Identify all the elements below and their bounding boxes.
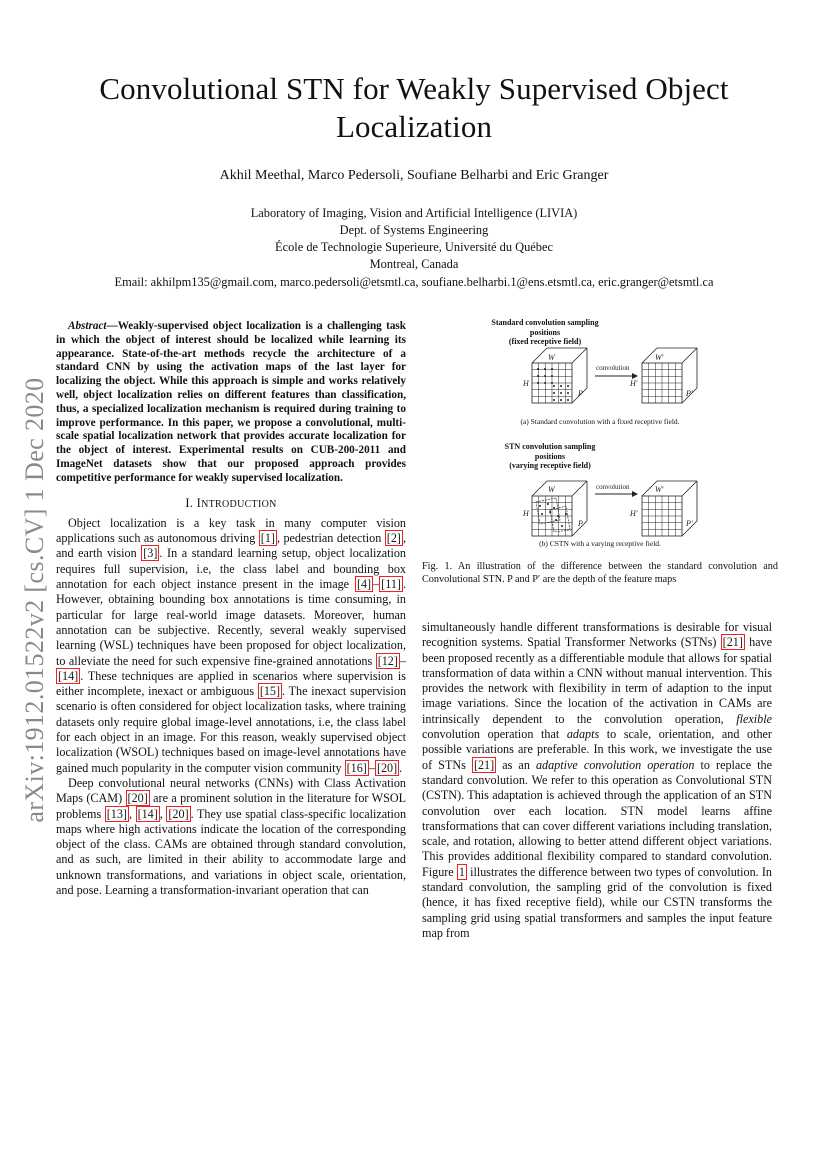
body-text: . They use spatial class-specific localization maps where high activations indicate the location of the corresponding object of the class. CAMs are obtained through standard convolution, and as such, are limited in their ability to accommodate large and unknown transformations, and variations in object scale, orientation, and pose. Learning a transformation-invariant operation that can (56, 806, 407, 897)
affiliation-lab: Laboratory of Imaging, Vision and Artificial Intelligence (LIVIA) (250, 206, 578, 220)
subcaption-b: (b) CSTN with a varying receptive field. (539, 539, 661, 548)
arrow-b (595, 491, 638, 497)
citation-link[interactable]: [12] (377, 653, 398, 668)
body-text: . These techniques are applied in scenarios where supervision is either incomplete, inexact or ambiguous (56, 668, 406, 699)
body-text: to replace the standard convolution. We refer to this operation as Convolutional STN (CSTN). This adaptation is achieved through the application of an STN convolution over each location. STN model learns affine transformations that can cover different variations including translation, scale, and rotation, allowing to better attend different object variations. This provides additional flexibility compared to standard convolution. Figure (422, 757, 772, 879)
emphasis-text: adapts (566, 727, 600, 742)
citation-link[interactable]: [21] (722, 635, 743, 650)
figure-bottom-title-line: positions (534, 451, 566, 461)
right-paragraph-1 (422, 620, 772, 941)
figure-top-title-line: positions (529, 327, 561, 337)
figure-bottom-title-line: STN convolution sampling (504, 442, 596, 451)
citation-link[interactable]: [14] (137, 806, 158, 821)
abstract (56, 320, 406, 486)
body-text: simultaneously handle different transformations is desirable for visual recognition systems. Spatial Transformer Networks (STNs) (422, 620, 772, 650)
figure-caption: Fig. 1. An illustration of the difference between the standard convolution and Convolutional STN. P and P′ are the depth of the feature maps (422, 561, 778, 585)
label-wp-b: W' (655, 485, 664, 494)
arrow-label-b: convolution (596, 483, 630, 491)
body-text: convolution operation that (422, 727, 567, 742)
body-text: . In a standard learning setup, object localization requires full supervision, i.e, the class label and bounding box annotation for each object instance present in the image (56, 546, 406, 592)
label-p-a: P (578, 389, 583, 398)
section-title-rest: NTRODUCTION (201, 498, 277, 510)
affiliation-school: École de Technologie Superieure, Université du Québec (275, 240, 553, 254)
affiliation-city: Montreal, Canada (369, 257, 459, 271)
body-text: – (368, 760, 375, 775)
abstract-lead: Abstract (68, 320, 107, 332)
body-text: , (128, 806, 136, 821)
intro-paragraph-2 (56, 776, 406, 898)
author-list: Akhil Meethal, Marco Pedersoli, Soufiane Belharbi and Eric Granger (219, 168, 609, 183)
arxiv-id: arXiv:1912.01522v2 [cs.CV] 1 Dec 2020 (20, 377, 49, 823)
body-text: illustrates the difference between two types of convolution. In standard convolution, the sampling grid of the convolution is fixed (hence, it has fixed receptive field), while our CSTN transforms the sampling grid using spatial transformers and samples the input feature map from (422, 864, 772, 940)
body-text: – (373, 577, 380, 592)
body-text: to scale, orientation, and other possible variations are preferable. In this work, we investigate the use of STNs (422, 727, 772, 772)
citation-link[interactable]: 1 (458, 864, 465, 879)
label-pp-a: P' (686, 389, 693, 398)
emphasis-text: adaptive convolution operation (535, 757, 695, 772)
citation-link[interactable]: [3] (143, 546, 158, 561)
body-text: Object localization is a key task in many computer vision applications such as autonomous driving (56, 515, 406, 546)
figure-top-title-line: (fixed receptive field) (508, 337, 582, 346)
label-hp-a: H' (630, 379, 638, 388)
label-p-b: P (578, 519, 583, 528)
body-text: Deep convolutional neural networks (CNNs) with Class Activation Maps (CAM) (56, 775, 406, 806)
arrow-label-a: convolution (596, 364, 630, 372)
label-w-b: W (548, 485, 555, 494)
label-hp-b: H' (630, 509, 638, 518)
subcaption-a: (a) Standard convolution with a fixed receptive field. (520, 417, 680, 426)
citation-link[interactable]: [13] (106, 806, 127, 821)
figure-top-title-line: Standard convolution sampling (491, 318, 599, 327)
citation-link[interactable]: [20] (376, 760, 398, 775)
figure-diagram (420, 316, 776, 556)
affiliation-dept: Dept. of Systems Engineering (339, 223, 489, 237)
figure-bottom-title (490, 442, 610, 471)
figure-bottom-title-line: (varying receptive field) (509, 461, 591, 470)
body-text: . The inexact supervision scenario is often considered for object localization tasks, where training datasets only require global image-level annotations, i.e, the class label for each object in an image. For this reason, weakly supervised object localization (WSOL) techniques based on image-level annotations have gained much popularity in the computer vision community (56, 684, 407, 775)
citation-link[interactable]: [14] (58, 668, 79, 683)
citation-link[interactable]: [2] (386, 531, 401, 546)
body-text: . However, obtaining bounding box annotations is time consuming, in particular for large real-world image datasets. Moreover, human annotation can be subjective. Recently, several weakly supervised learning (WSL) techniques have been proposed for object localization, to alleviate the need for such expensive fine-grained annotations (56, 577, 406, 668)
abstract-text: —Weakly-supervised object localization is a challenging task in which the object of interest should be localized while learning its appearance. State-of-the-art methods recycle the architecture of a standard CNN by using the activation maps of the last layer for localizing the object. While this approach is simple and works relatively well, object localization relies on different features than classification, thus, a specialized localization mechanism is required during training to improve performance. In this paper, we propose a convolutional, multi-scale spatial localization network that provides accurate localization for the object of interest. Experimental results on CUB-200-2011 and ImageNet datasets show that our proposed approach provides competitive performance for weakly supervised localization. (56, 320, 406, 484)
emphasis-text: flexible (736, 711, 772, 726)
citation-link[interactable]: [11] (381, 577, 401, 592)
intro-paragraph-1 (56, 516, 406, 776)
label-h-a: H (523, 379, 529, 388)
citation-link[interactable]: [16] (346, 760, 367, 775)
body-text: as an (496, 757, 536, 772)
body-text: – (399, 653, 406, 668)
body-text: are a prominent solution in the literature for WSOL problems (56, 791, 406, 821)
citation-link[interactable]: [20] (127, 791, 148, 806)
label-w-a: W (548, 353, 555, 362)
body-text: . (399, 760, 403, 775)
label-wp-a: W' (655, 353, 664, 362)
citation-link[interactable]: [15] (259, 684, 281, 699)
section-initial: I (196, 495, 202, 510)
citation-link[interactable]: [21] (473, 757, 495, 772)
label-pp-b: P' (686, 519, 693, 528)
body-text: , and earth vision (56, 531, 406, 561)
body-text: , pedestrian detection (276, 531, 385, 546)
section-number: I. (185, 495, 197, 510)
body-text: have been proposed recently as a differentiable module that allows for spatial transformation of data within a CNN without manual intervention. This provides the network with flexibility in term of adaption to the input image variations. Since the location of the activation in CAMs are intrinsically dependent to the convolution operation, (422, 635, 773, 726)
citation-link[interactable]: [1] (260, 531, 275, 546)
citation-link[interactable]: [20] (168, 806, 189, 821)
section-heading-introduction (56, 496, 406, 512)
right-column (422, 620, 772, 941)
label-h-b: H (523, 509, 529, 518)
arxiv-stamp (20, 360, 50, 840)
citation-link[interactable]: [4] (356, 577, 372, 592)
author-emails: Email: akhilpm135@gmail.com, marco.pedersoli@etsmtl.ca, soufiane.belharbi.1@ens.etsmtl.ca, eric.granger@etsmtl.ca (114, 275, 714, 289)
body-text: , (159, 806, 167, 821)
left-column (56, 320, 406, 898)
paper-title: Convolutional STN for Weakly Supervised Object Localization (99, 71, 729, 144)
